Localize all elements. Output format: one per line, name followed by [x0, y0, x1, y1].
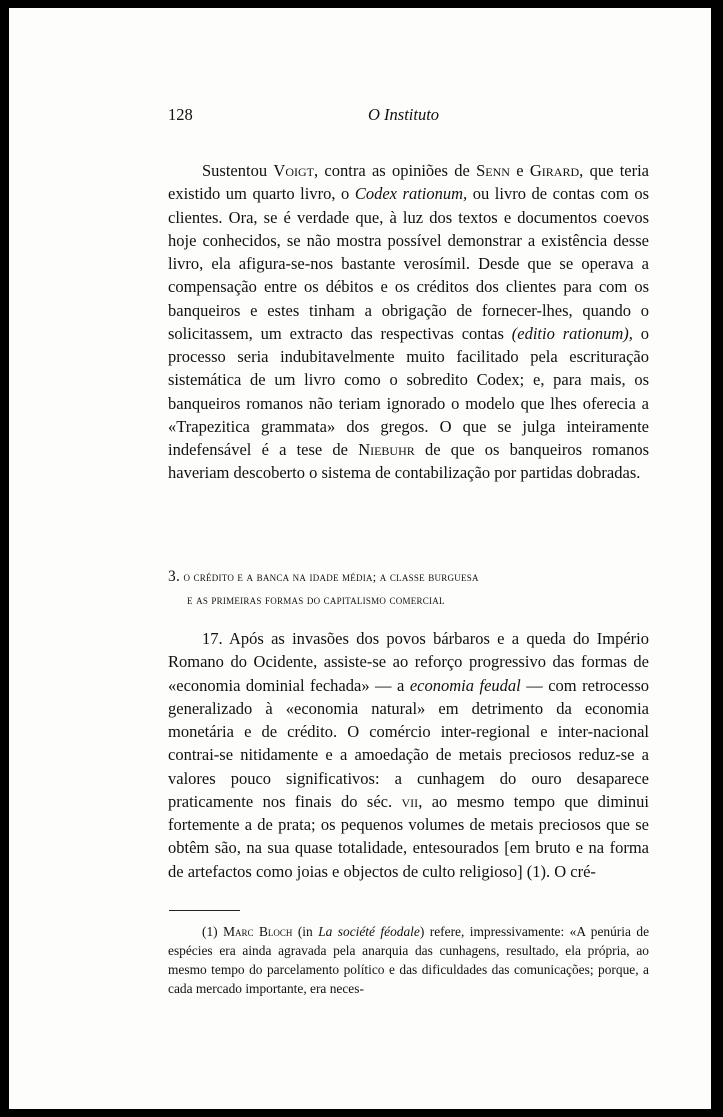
footnote-separator — [169, 910, 240, 911]
author-marc-bloch: Marc Bloch — [223, 924, 293, 939]
running-title: O Instituto — [368, 105, 440, 124]
book-page — [9, 8, 711, 1109]
author-senn: Senn — [476, 161, 510, 180]
section-title-line-1: o crédito e a banca na idade média; a classe burguesa — [183, 570, 479, 584]
section-title-line-2: e as primeiras formas do capitalismo comercial — [187, 593, 445, 607]
paragraph-17: 17. Após as invasões dos povos bárbaros e a queda do Império Romano do Ocidente, assiste-se ao reforço progressivo das formas de «economia dominial fechada» — a economia feudal — com retrocesso generalizado à «economia natural» em detrimento da economia monetária e de crédito. O comércio inter-regional e inter-nacional contrai-se nitidamente e a amoedação de metais preciosos reduz-se a valores pouco significativos: a cunhagem do ouro desaparece praticamente nos finais do séc. vii, ao mesmo tempo que diminui fortemente a de prata; os pequenos volumes de metais preciosos que se obtêm são, na sua quase totalidade, entesourados [em bruto e na forma de artefactos como joias e objectos de culto religioso] (1). O cré- — [168, 629, 650, 881]
section-number: 3. — [168, 568, 181, 585]
footnote-1: (1) Marc Bloch (in La société féodale) refere, impressivamente: «A penúria de espécies era ainda agravada pela anarquia das cunhagens, resultado, ela própria, ao mesmo tempo do parcelamento político e das dificuldades das comunicações; porque, a cada mercado importante, era neces- — [168, 924, 650, 996]
term-economia-feudal: economia feudal — [409, 675, 521, 695]
section-heading-line-1 — [168, 565, 649, 589]
page-number: 128 — [168, 105, 193, 124]
book-title: La société féodale — [318, 924, 420, 939]
author-niebuhr: Niebuhr — [358, 440, 415, 459]
century-numeral: vii — [401, 791, 419, 811]
section-heading — [168, 565, 649, 612]
section-heading-line-2 — [168, 589, 649, 612]
paragraph-voigt-codex: Sustentou Voigt, contra as opiniões de Senn e Girard, que teria existido um quarto livro, o Codex rationum, ou livro de contas com os clientes. Ora, se é verdade que, à luz dos textos e documentos coevos hoje conhecidos, se não mostra possível demonstrar a existência desse livro, ela afigura-se-nos bastante verosímil. Desde que se operava a compensação entre os débitos e os créditos dos clientes para com os banqueiros e estes tinham a obrigação de fornecer-lhes, quando o solicitassem, um extracto das respectivas contas (editio rationum), o processo seria indubitavelmente muito facilitado pela escrituração sistemática de um livro como o sobredito Codex; e, para mais, os banqueiros romanos não teriam ignorado o modelo que lhes oferecia a «Trapezitica grammata» dos gregos. O que se julga inteiramente indefensável é a tese de Niebuhr de que os banqueiros romanos haveriam descoberto o sistema de contabilização por partidas dobradas. — [168, 161, 650, 483]
term-editio-rationum: (editio rationum), — [511, 323, 633, 343]
term-codex-rationum: Codex rationum, — [354, 184, 468, 204]
author-voigt: Voigt — [273, 161, 314, 180]
author-girard: Girard — [529, 161, 580, 180]
